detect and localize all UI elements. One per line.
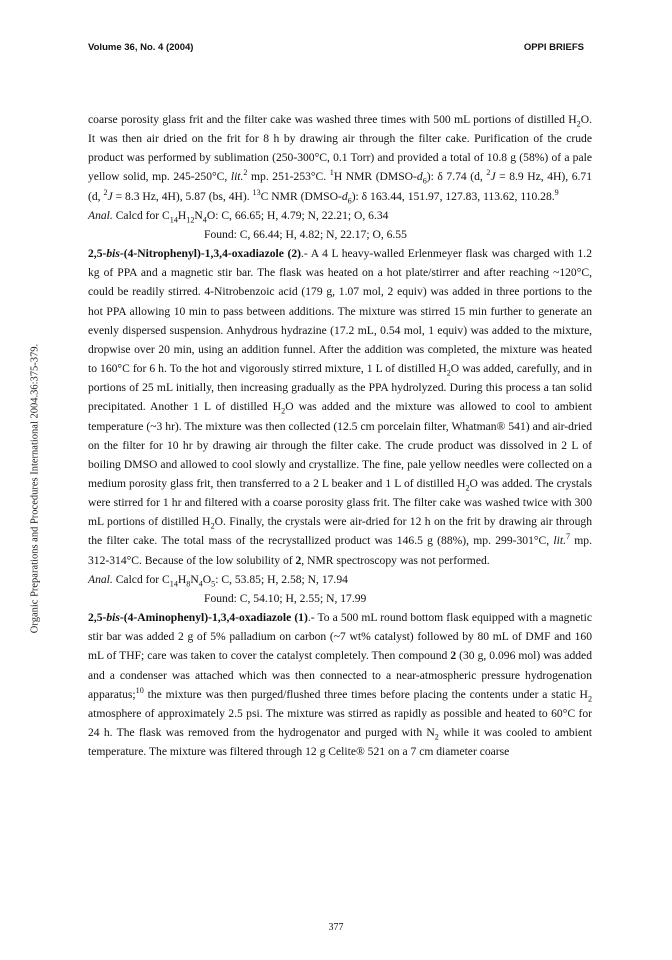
side-citation-text: Organic Preparations and Procedures International 2004.36:375-379. <box>29 343 41 634</box>
journal-volume: Volume 36, No. 4 (2004) <box>88 42 194 53</box>
compound-2-heading: 2,5-bis-(4-Nitrophenyl)-1,3,4-oxadiazole (2) <box>88 247 302 261</box>
section-title: OPPI BRIEFS <box>523 42 584 53</box>
analysis-calcd-1: Anal. Calcd for $C_{14}H_{12}N_4O$: C, 66.65; H, 4.79; N, 22.21; O, 6.34 <box>88 208 389 225</box>
analysis-found-2: Found: C, 54.10; H, 2.55; N, 17.99 <box>204 591 367 605</box>
paragraph-compound-1-purification: coarse porosity glass frit and the filter cake was washed three times with 500 mL portions of distilled $H_2O$. It was then air dried on the frit for 8 h by drawing air through the filter cake. Purification of the crude product was performed by sublimation (250-300°C, 0.1 Torr) and provided a total of 10.8 g (58%) of a pale yellow solid, mp. 245-250°C, lit.$^2$ mp. 251-253°C. $^1$H NMR $(DMSO-d_6)$: δ 7.74 (d, $^2$J = 8.9 Hz, 4H), 6.71 (d, $^2$J = 8.3 Hz, 4H), 5.87 (bs, 4H). $^{13}$C NMR $(DMSO-d_6)$: δ 163.44, 151.97, 127.83, 113.62, 110.28.$^9$ <box>88 113 593 205</box>
paragraph-compound-1-synthesis: 2,5-bis-(4-Aminophenyl)-1,3,4-oxadiazole (1).- To a 500 mL round bottom flask equipped with a magnetic stir bar was added 2 g of 5% palladium on carbon (~7 wt% catalyst) followed by 80 mL of DMF and 160 mL of THF; care was taken to cover the catalyst completely. Then compound 2 (30 g, 0.096 mol) was added and a condenser was attached which was then connected to a near-atmospheric pressure hydrogenation apparatus;$^{10}$ the mixture was then purged/flushed three times before placing the contents under a static $H_2$ atmosphere of approximately 2.5 psi. The mixture was stirred as rapidly as possible and heated to 60°C for 24 h. The flask was removed from the hydrogenator and purged with $N_2$ while it was cooled to ambient temperature. The mixture was filtered through 12 g Celite® 521 on a 7 cm diameter coarse <box>88 611 592 759</box>
paragraph-compound-2-synthesis: 2,5-bis-(4-Nitrophenyl)-1,3,4-oxadiazole (2).- A 4 L heavy-walled Erlenmeyer flask was charged with 1.2 kg of PPA and a magnetic stir bar. The flask was heated on a hot plate/stirrer and after reaching ~120°C, could be readily stirred. 4-Nitrobenzoic acid (179 g, 1.07 mol, 2 equiv) was added in three portions to the hot PPA allowing 10 min to pass between additions. The mixture was stirred 15 min further to generate an evenly dispersed suspension. Anhydrous hydrazine (17.2 mL, 0.54 mol, 1 equiv) was added to the mixture, dropwise over 20 min, using an addition funnel. After the addition was completed, the mixture was heated to 160°C for 6 h. To the hot and vigorously stirred mixture, 1 L of distilled $H_2O$ was added, carefully, and in portions of 25 mL initially, then increasing gradually as the PPA hydrolyzed. During this process a tan solid precipitated. Another 1 L of distilled $H_2O$ was added and the mixture was allowed to cool to ambient temperature (~3 hr). The mixture was then collected (12.5 cm porcelain filter, Whatman® 541) and air-dried on the filter for 10 hr by drawing air through the filter cake. The crude product was dissolved in 2 L of boiling DMSO and allowed to cool slowly and crystallize. The fine, pale yellow needles were collected on a medium porosity glass frit, then transferred to a 2 L beaker and 1 L of distilled $H_2O$ was added. The crystals were stirred for 1 hr and filtered with a coarse porosity glass frit. The filter cake was washed twice with 300 mL portions of distilled $H_2O$. Finally, the crystals were air-dried for 12 h on the frit by drawing air through the filter cake. The total mass of the recrystallized product was 146.5 g (88%), mp. 299-301°C, lit.$^7$ mp. 312-314°C. Because of the low solubility of 2, NMR spectroscopy was not performed. <box>88 247 593 567</box>
page-number: 377 <box>328 922 344 933</box>
side-citation <box>28 300 42 680</box>
article-body <box>88 110 592 761</box>
compound-1-heading: 2,5-bis-(4-Aminophenyl)-1,3,4-oxadiazole (1) <box>88 611 308 625</box>
analysis-found-1: Found: C, 66.44; H, 4.82; N, 22.17; O, 6.55 <box>204 227 407 241</box>
running-header <box>88 42 584 56</box>
analysis-calcd-2: Anal. Calcd for $C_{14}H_8N_4O_5$: C, 53.85; H, 2.58; N, 17.94 <box>88 572 348 589</box>
